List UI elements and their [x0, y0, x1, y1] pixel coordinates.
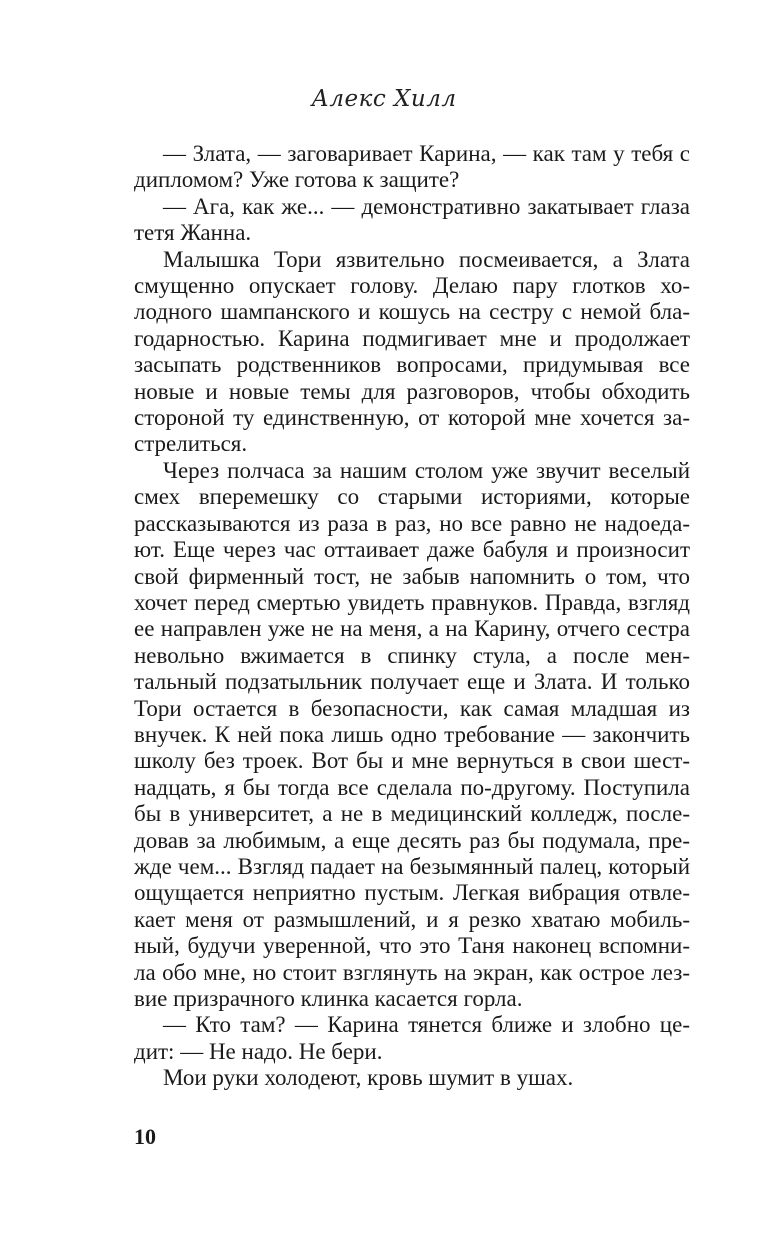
paragraph-1: — Злата, — заговаривает Карина, — как там у тебя с дипломом? Уже готова к защите? [134, 141, 690, 193]
running-header-author: Алекс Хилл [311, 86, 457, 112]
paragraph-5: — Кто там? — Карина тянется ближе и злобно цедит: — Не надо. Не бери. [134, 1012, 690, 1064]
paragraph-2: — Ага, как же... — демонстративно закатывает глаза тетя Жанна. [134, 193, 690, 246]
page-number: 10 [134, 1124, 156, 1149]
paragraph-6: Мои руки холодеют, кровь шумит в ушах. [163, 1065, 574, 1091]
body-text [134, 141, 690, 1092]
paragraph-4: Через полчаса за нашим столом уже звучит веселый смех вперемешку со старыми историями, которые рассказываются из раза в раз, но все равно не надоедают. Еще через час оттаивает даже бабуля и произносит свой фирменный тост, не забыв напомнить о том, что хочет перед смертью увидеть правнуков. Правда, взгляд ее направлен уже не на меня, а на Карину, отчего сестра невольно вжимается в спинку стула, а после ментальный подзатыльник получает еще и Злата. И только Тори остается в безопасности, как самая младшая из внучек. К ней пока лишь одно требование — закончить школу без троек. Вот бы и мне вернуться в свои шестнадцать, я бы тогда все сделала по-другому. Поступила бы в университет, а не в медицинский колледж, последовав за любимым, а еще десять раз бы подумала, прежде чем... Взгляд падает на безымянный палец, который ощущается неприятно пустым. Легкая вибрация отвлекает меня от размышлений, и я резко хватаю мобильный, будучи уверенной, что это Таня наконец вспомнила обо мне, но стоит взглянуть на экран, как острое лезвие призрачного клинка касается горла. [134, 457, 690, 1011]
paragraph-3: Малышка Тори язвительно посмеивается, а Злата смущенно опускает голову. Делаю пару глотков холодного шампанского и кошусь на сестру с немой благодарностью. Карина подмигивает мне и продолжает засыпать родственников вопросами, придумывая все новые и новые темы для разговоров, чтобы обходить стороной ту единственную, от которой мне хочется застрелиться. [134, 246, 690, 457]
